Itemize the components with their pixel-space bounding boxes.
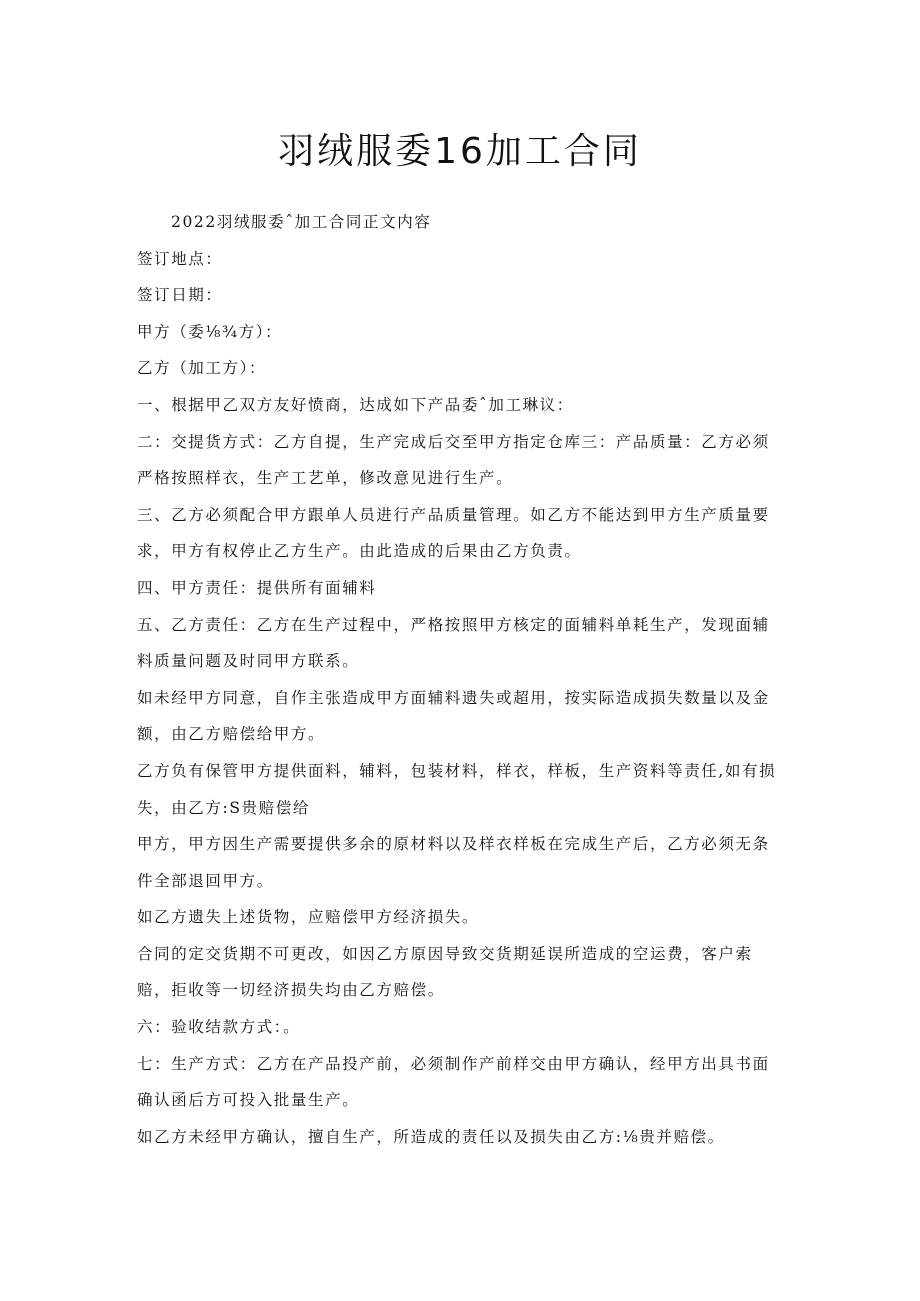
signing-date: 签订日期： [137,286,223,305]
clause-5-detail-2: 乙方负有保管甲方提供面料，辅料，包装材料，样衣，样板，生产资料等责任,如有损失，由乙方:S贵赔偿给 [137,761,777,817]
party-b: 乙方（加工方）： [137,359,267,378]
clause-5-detail-3: 甲方，甲方因生产需要提供多余的原材料以及样衣样板在完成生产后，乙方必须无条件全部退回甲方。 [137,835,770,890]
clause-7: 七：生产方式：乙方在产品投产前，必须制作产前样交由甲方确认，经甲方出具书面确认函后方可投入批量生产。 [137,1054,770,1110]
clause-4: 四、甲方责任：提供所有面辅料 [137,578,377,597]
clause-5-detail-4: 如乙方遗失上述货物，应赔偿甲方经济损失。 [137,908,480,927]
party-a: 甲方（委⅛¾方）： [137,322,283,341]
clause-7-detail: 如乙方未经甲方确认，擅自生产，所造成的责任以及损失由乙方:⅛贵并赔偿。 [137,1127,725,1146]
clause-1: 一、根据甲乙双方友好愤商，达成如下产品委ˆ加工琳议： [137,395,574,414]
contract-body [137,204,785,1155]
signing-location: 签订地点： [137,249,223,268]
clause-6: 六：验收结款方式：。 [137,1018,301,1037]
clause-2: 二：交提货方式：乙方自提，生产完成后交至甲方指定仓库三：产品质量：乙方必须严格按照样衣，生产工艺单，修改意见进行生产。 [137,432,770,488]
clause-5-detail-1: 如未经甲方同意，自作主张造成甲方面辅料遗失或超用，按实际造成损失数量以及金额，由乙方赔偿给甲方。 [137,688,770,744]
clause-5-detail-5: 合同的定交货期不可更改，如因乙方原因导致交货期延误所造成的空运费，客户索赔，拒收等一切经济损失均由乙方赔偿。 [137,944,753,1000]
clause-5: 五、乙方责任：乙方在生产过程中，严格按照甲方核定的面辅料单耗生产，发现面辅料质量问题及时同甲方联系。 [137,615,770,671]
document-title: 羽绒服委16加工合同 [278,131,642,172]
contract-subtitle: 2022羽绒服委ˆ加工合同正文内容 [171,213,432,231]
clause-3: 三、乙方必须配合甲方跟单人员进行产品质量管理。如乙方不能达到甲方生产质量要求，甲方有权停止乙方生产。由此造成的后果由乙方负责。 [137,505,770,561]
